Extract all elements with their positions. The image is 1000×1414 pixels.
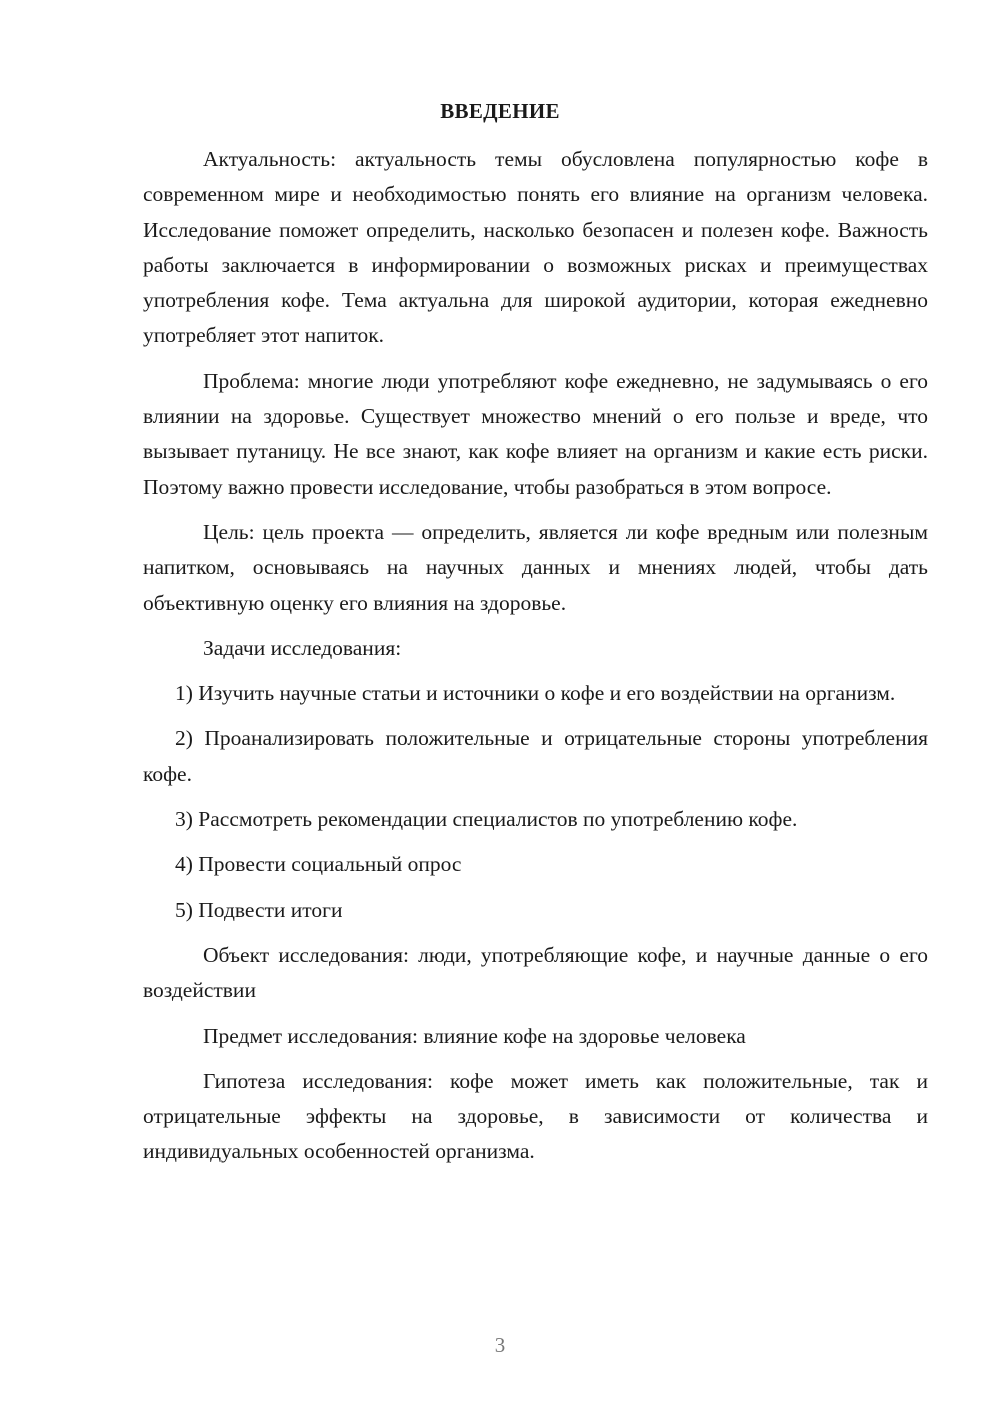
object-paragraph: Объект исследования: люди, употребляющие кофе, и научные данные о его воздействии: [143, 942, 928, 1003]
tasks-heading: Задачи исследования:: [203, 635, 402, 660]
section-heading: ВВЕДЕНИЕ: [440, 99, 560, 123]
task-item-5: 5) Подвести итоги: [175, 897, 343, 922]
subject-paragraph: Предмет исследования: влияние кофе на здоровье человека: [203, 1023, 746, 1048]
body-text: [143, 142, 928, 1180]
task-item-1: 1) Изучить научные статьи и источники о кофе и его воздействии на организм.: [175, 681, 896, 706]
task-item-3: 3) Рассмотреть рекомендации специалистов по употреблению кофе.: [175, 807, 798, 832]
relevance-paragraph: Актуальность: актуальность темы обусловлена популярностью кофе в современном мире и необходимостью понять его влияние на организм человека. Исследование поможет определить, насколько безопасен и полезен кофе. Важность работы заключается в информировании о возможных рисках и преимуществах употребления кофе. Тема актуальна для широкой аудитории, которая ежедневно употребляет этот напиток.: [143, 147, 928, 348]
task-item-4: 4) Провести социальный опрос: [175, 852, 462, 877]
hypothesis-paragraph: Гипотеза исследования: кофе может иметь как положительные, так и отрицательные эффекты на здоровье, в зависимости от количества и индивидуальных особенностей организма.: [143, 1068, 928, 1164]
goal-paragraph: Цель: цель проекта — определить, является ли кофе вредным или полезным напитком, основываясь на научных данных и мнениях людей, чтобы дать объективную оценку его влияния на здоровье.: [143, 519, 928, 615]
task-item-2: 2) Проанализировать положительные и отрицательные стороны употребления кофе.: [143, 726, 928, 786]
page-number: 3: [494, 1333, 506, 1357]
problem-paragraph: Проблема: многие люди употребляют кофе ежедневно, не задумываясь о его влиянии на здоровье. Существует множество мнений о его пользе и вреде, что вызывает путаницу. Не все знают, как кофе влияет на организм и какие есть риски. Поэтому важно провести исследование, чтобы разобраться в этом вопросе.: [143, 368, 928, 499]
